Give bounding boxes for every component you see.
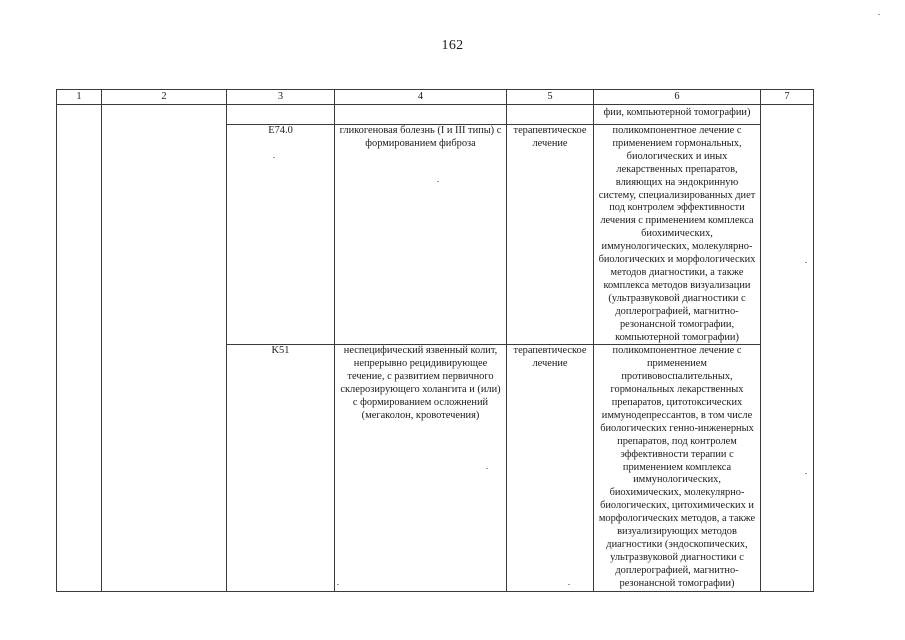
treatment-method: поликомпонентное лечение с применением противовоспалительных, гормональных лекарственных препаратов, цитотоксических иммунодепрессантов, в том числе биологических генно-инженерных препаратов, под контролем эффективности терапии с применением комплекса иммунологических, биохимических, молекулярно-биологических, цитохимических и морфологических методов, а также визуализирующих методов диагностики (эндоскопических, ультразвуковой диагностики с доплерографией, магнитно-резонансной томографии) — [594, 345, 761, 591]
column-number: 3 — [227, 90, 335, 105]
column-number: 2 — [102, 90, 227, 105]
scan-speck — [437, 181, 439, 182]
treatment-type: терапевтическое лечение — [507, 345, 594, 591]
scan-speck — [486, 468, 488, 469]
treatment-type: терапевтическое лечение — [507, 125, 594, 345]
column-number: 6 — [594, 90, 761, 105]
model-cell — [335, 105, 507, 125]
page-number: 162 — [441, 38, 464, 53]
disease-code: K51 — [227, 345, 335, 591]
scan-speck — [568, 584, 570, 585]
treatment-type-cell — [507, 105, 594, 125]
column-number: 1 — [57, 90, 102, 105]
column-number-row — [57, 90, 814, 105]
group-number-cell — [57, 105, 102, 592]
method-continuation-cell: фии, компьютерной томографии) — [594, 105, 761, 125]
profile-name-cell — [102, 105, 227, 592]
scan-speck — [337, 584, 339, 585]
cost-cell — [761, 105, 814, 592]
code-cell — [227, 105, 335, 125]
patient-model: гликогеновая болезнь (I и III типы) с формированием фиброза — [335, 125, 507, 345]
medical-care-table — [56, 89, 814, 592]
continuation-row — [57, 105, 814, 125]
column-number: 5 — [507, 90, 594, 105]
column-number: 4 — [335, 90, 507, 105]
scan-speck — [805, 473, 807, 474]
patient-model: неспецифический язвенный колит, непрерывно рецидивирующее течение, с развитием первичного склерозирующего холангита и (или) с формированием осложнений (мегаколон, кровотечения) — [335, 345, 507, 591]
scan-speck — [878, 14, 880, 15]
scan-speck — [805, 262, 807, 263]
column-number: 7 — [761, 90, 814, 105]
scan-speck — [273, 157, 275, 158]
treatment-method: поликомпонентное лечение с применением гормональных, биологических и иных лекарственных препаратов, влияющих на эндокринную систему, специализированных диет под контролем эффективности лечения с применением комплекса биохимических, иммунологических, молекулярно-биологических и морфологических методов диагностики, а также комплекса методов визуализации (ультразвуковой диагностики с доплерографией, магнитно-резонансной томографии, компьютерной томографии) — [594, 125, 761, 345]
disease-code: E74.0 — [227, 125, 335, 345]
